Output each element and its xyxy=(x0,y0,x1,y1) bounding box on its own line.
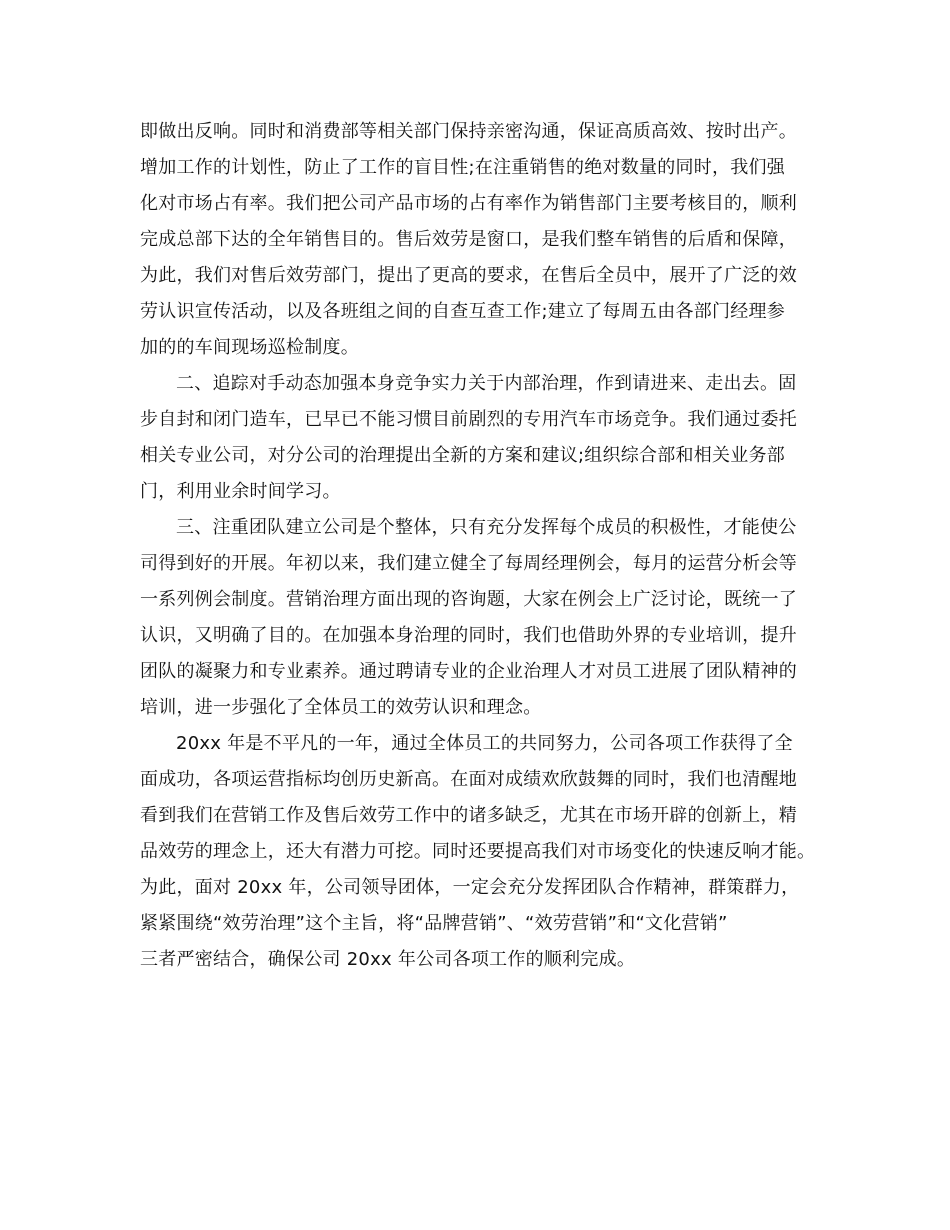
text-line: 一系列例会制度。营销治理方面出现的咨询题，大家在例会上广泛讨论，既统一了 xyxy=(140,589,797,610)
text-line: 完成总部下达的全年销售目的。售后效劳是窗口，是我们整车销售的后盾和保障， xyxy=(140,229,797,250)
document-body xyxy=(140,114,830,978)
text-line: 司得到好的开展。年初以来，我们建立健全了每周经理例会，每月的运营分析会等 xyxy=(140,553,797,574)
text-line: 三者严密结合，确保公司 20xx 年公司各项工作的顺利完成。 xyxy=(140,949,636,970)
text-line: 即做出反响。同时和消费部等相关部门保持亲密沟通，保证高质高效、按时出产。 xyxy=(140,121,797,142)
text-line: 为此，面对 20xx 年，公司领导团体，一定会充分发挥团队合作精神，群策群力， xyxy=(140,877,800,898)
text-line: 门，利用业余时间学习。 xyxy=(140,481,341,502)
text-line: 品效劳的理念上，还大有潜力可挖。同时还要提高我们对市场变化的快速反响才能。 xyxy=(140,841,816,862)
text-line: 化对市场占有率。我们把公司产品市场的占有率作为销售部门主要考核目的，顺利 xyxy=(140,193,797,214)
text-line: 紧紧围绕“效劳治理”这个主旨，将“品牌营销”、“效劳营销”和“文化营销” xyxy=(140,913,728,934)
text-line: 步自封和闭门造车，已早已不能习惯目前剧烈的专用汽车市场竞争。我们通过委托 xyxy=(140,409,797,430)
text-line: 看到我们在营销工作及售后效劳工作中的诸多缺乏，尤其在市场开辟的创新上，精 xyxy=(140,805,797,826)
text-line: 面成功，各项运营指标均创历史新高。在面对成绩欢欣鼓舞的同时，我们也清醒地 xyxy=(140,769,797,790)
text-line: 相关专业公司，对分公司的治理提出全新的方案和建议;组织综合部和相关业务部 xyxy=(140,445,786,466)
paragraph-start-line: 三、注重团队建立公司是个整体，只有充分发挥每个成员的积极性，才能使公 xyxy=(176,517,797,538)
text-line: 团队的凝聚力和专业素养。通过聘请专业的企业治理人才对员工进展了团队精神的 xyxy=(140,661,797,682)
text-line: 劳认识宣传活动，以及各班组之间的自查互查工作;建立了每周五由各部门经理参 xyxy=(140,301,786,322)
text-line: 加的的车间现场巡检制度。 xyxy=(140,337,359,358)
paragraph-start-line: 20xx 年是不平凡的一年，通过全体员工的共同努力，公司各项工作获得了全 xyxy=(176,733,793,754)
paragraph-start-line: 二、追踪对手动态加强本身竞争实力关于内部治理，作到请进来、走出去。固 xyxy=(176,373,797,394)
text-line: 认识，又明确了目的。在加强本身治理的同时，我们也借助外界的专业培训，提升 xyxy=(140,625,797,646)
text-line: 为此，我们对售后效劳部门，提出了更高的要求，在售后全员中，展开了广泛的效 xyxy=(140,265,797,286)
text-line: 培训，进一步强化了全体员工的效劳认识和理念。 xyxy=(140,697,542,718)
text-line: 增加工作的计划性，防止了工作的盲目性;在注重销售的绝对数量的同时，我们强 xyxy=(140,157,786,178)
